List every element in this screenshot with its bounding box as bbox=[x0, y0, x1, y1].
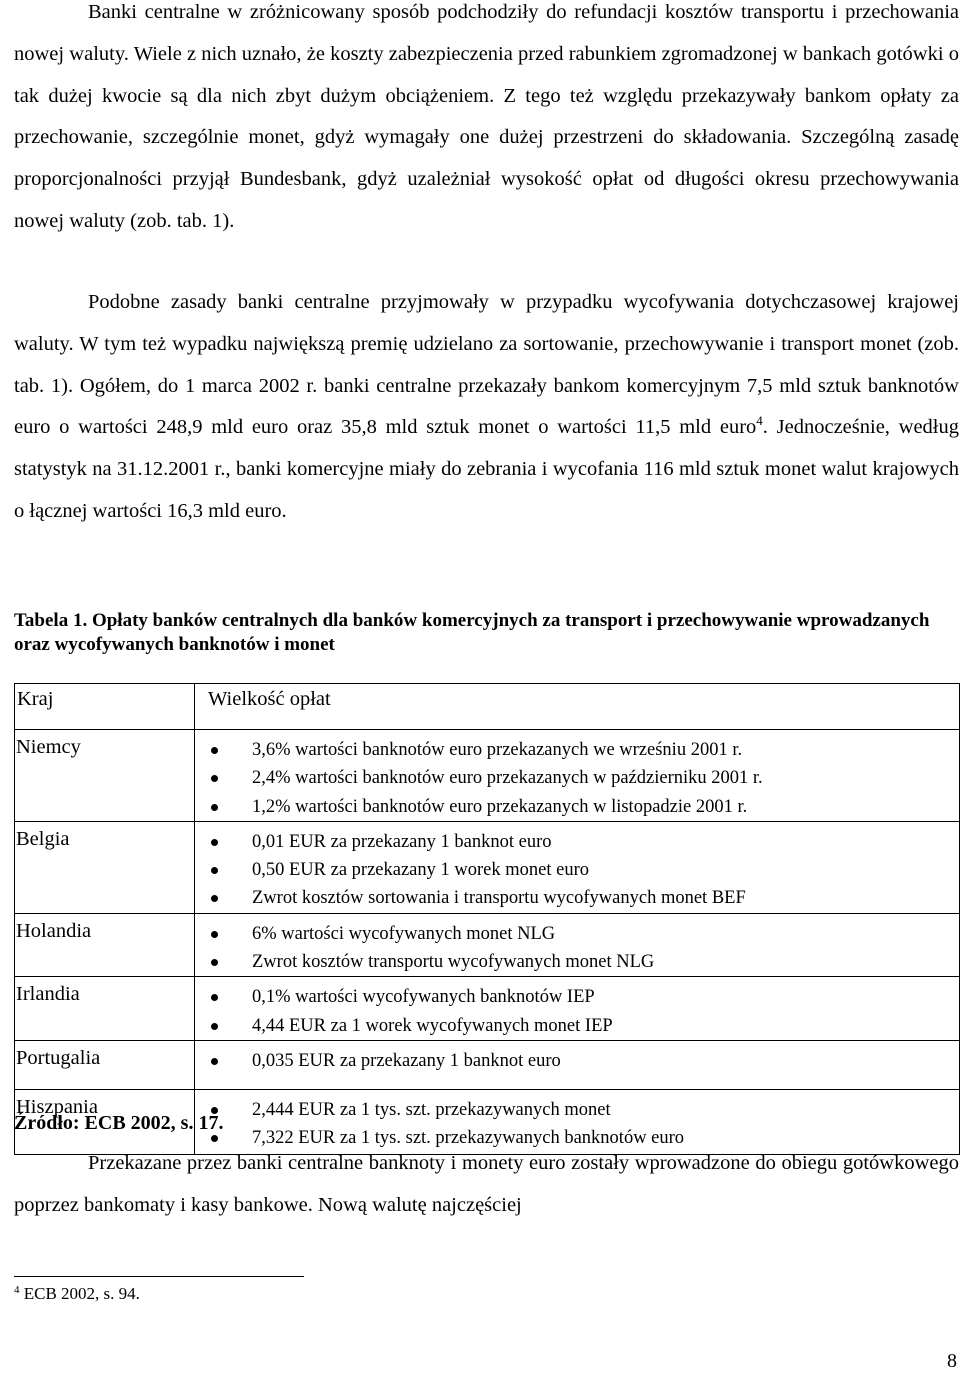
list-item bbox=[195, 828, 959, 856]
country-cell: Belgia bbox=[15, 821, 195, 913]
list-item bbox=[195, 920, 959, 948]
paragraph-withdrawal-rules bbox=[14, 282, 959, 533]
country-cell: Irlandia bbox=[15, 977, 195, 1041]
fee-list bbox=[195, 1047, 959, 1075]
bullet-icon bbox=[211, 1023, 218, 1030]
list-item bbox=[195, 1047, 959, 1075]
table-caption: Tabela 1. Opłaty banków centralnych dla banków komercyjnych za transport i przechowywanie wprowadzanych oraz wycofywanych banknotów i monet bbox=[14, 610, 930, 655]
table-row bbox=[15, 913, 960, 977]
table-row bbox=[15, 730, 960, 822]
fees-table bbox=[14, 683, 960, 1155]
fee-text: 4,44 EUR za 1 worek wycofywanych monet IEP bbox=[252, 1015, 613, 1036]
fees-cell bbox=[195, 913, 960, 977]
bullet-icon bbox=[211, 804, 218, 811]
table-row bbox=[15, 821, 960, 913]
paragraph-refund-policy: Banki centralne w zróżnicowany sposób podchodziły do refundacji kosztów transportu i przechowania nowej waluty. Wiele z nich uznało, że koszty zabezpieczenia przed rabunkiem zgromadzonej w bankach gotówki o tak dużej kwocie są dla nich zbyt dużym obciążeniem. Z tego też względu przekazywały bankom opłaty za przechowanie, szczególnie monet, gdyż wymagały one dużej przestrzeni do składowania. Szczególną zasadę proporcjonalności przyjął Bundesbank, gdyż uzależniał wysokość opłat od długości okresu przechowywania nowej waluty (zob. tab. 1). bbox=[14, 1, 959, 232]
fee-text: 7,322 EUR za 1 tys. szt. przekazywanych banknotów euro bbox=[252, 1128, 685, 1149]
bullet-icon bbox=[211, 931, 218, 938]
footnote-divider bbox=[14, 1276, 304, 1277]
fee-text: 6% wartości wycofywanych monet NLG bbox=[252, 923, 556, 944]
fee-list bbox=[195, 828, 959, 913]
list-item bbox=[195, 884, 959, 912]
column-header-country: Kraj bbox=[15, 684, 195, 730]
paragraph-text: Podobne zasady banki centralne przyjmowały w przypadku wycofywania dotychczasowej krajowej waluty. W tym też wypadku największą premię udzielano za sortowanie, przechowywanie i transport monet (zob. tab. 1). Ogółem, do 1 marca 2002 r. banki centralne przekazały bankom komercyjnym 7,5 mld sztuk banknotów euro o wartości 248,9 mld euro oraz 35,8 mld sztuk monet o wartości 11,5 mld euro bbox=[14, 291, 959, 439]
footnote bbox=[14, 1278, 140, 1306]
bullet-icon bbox=[211, 959, 218, 966]
country-cell: Holandia bbox=[15, 913, 195, 977]
bullet-icon bbox=[211, 775, 218, 782]
bullet-icon bbox=[211, 747, 218, 754]
fees-cell bbox=[195, 977, 960, 1041]
footnote-reference[interactable]: 4 bbox=[756, 413, 763, 429]
list-item bbox=[195, 764, 959, 792]
fee-text: Zwrot kosztów transportu wycofywanych monet NLG bbox=[252, 952, 655, 973]
table-source: Źródło: ECB 2002, s. 17. bbox=[14, 1112, 224, 1134]
fee-text: 0,01 EUR za przekazany 1 banknot euro bbox=[252, 831, 552, 852]
footnote-text: ECB 2002, s. 94. bbox=[19, 1284, 140, 1303]
list-item bbox=[195, 793, 959, 821]
list-item bbox=[195, 736, 959, 764]
country-cell: Portugalia bbox=[15, 1040, 195, 1089]
list-item bbox=[195, 856, 959, 884]
list-item bbox=[195, 983, 959, 1011]
fee-list bbox=[195, 920, 959, 977]
fee-text: 0,50 EUR za przekazany 1 worek monet euro bbox=[252, 860, 589, 881]
fees-cell bbox=[195, 1040, 960, 1089]
fee-list bbox=[195, 736, 959, 821]
fee-text: 1,2% wartości banknotów euro przekazanych w listopadzie 2001 r. bbox=[252, 796, 748, 817]
bullet-icon bbox=[211, 895, 218, 902]
fee-text: 0,1% wartości wycofywanych banknotów IEP bbox=[252, 987, 595, 1008]
fees-cell bbox=[195, 730, 960, 822]
fee-text: 3,6% wartości banknotów euro przekazanych we wrześniu 2001 r. bbox=[252, 740, 743, 760]
country-cell: Hiszpania bbox=[15, 1089, 195, 1154]
paragraph-circulation: Przekazane przez banki centralne banknoty i monety euro zostały wprowadzone do obiegu gotówkowego poprzez bankomaty i kasy bankowe. Nową walutę najczęściej bbox=[14, 1152, 959, 1216]
country-cell: Niemcy bbox=[15, 730, 195, 822]
fee-text: Zwrot kosztów sortowania i transportu wycofywanych monet BEF bbox=[252, 888, 746, 909]
fees-cell bbox=[195, 821, 960, 913]
fee-text: 2,4% wartości banknotów euro przekazanych w październiku 2001 r. bbox=[252, 768, 763, 789]
table-row bbox=[15, 977, 960, 1041]
bullet-icon bbox=[211, 839, 218, 846]
list-item bbox=[195, 948, 959, 976]
bullet-icon bbox=[211, 1135, 218, 1142]
bullet-icon bbox=[211, 1058, 218, 1065]
fee-text: 2,444 EUR za 1 tys. szt. przekazywanych monet bbox=[252, 1099, 611, 1120]
column-header-fees: Wielkość opłat bbox=[195, 684, 960, 730]
paragraph-text: . Jednocześnie, według statystyk na 31.12.2001 r., banki komercyjne miały do zebrania i wycofania 116 mld sztuk monet walut krajowych o łącznej wartości 16,3 mld euro. bbox=[14, 416, 959, 522]
fee-list bbox=[195, 983, 959, 1040]
page-number: 8 bbox=[947, 1350, 957, 1372]
fee-text: 0,035 EUR za przekazany 1 banknot euro bbox=[252, 1050, 561, 1071]
table-row bbox=[15, 1040, 960, 1089]
list-item bbox=[195, 1096, 959, 1124]
bullet-icon bbox=[211, 994, 218, 1001]
bullet-icon bbox=[211, 867, 218, 874]
footnote-number: 4 bbox=[14, 1284, 20, 1296]
list-item bbox=[195, 1012, 959, 1040]
